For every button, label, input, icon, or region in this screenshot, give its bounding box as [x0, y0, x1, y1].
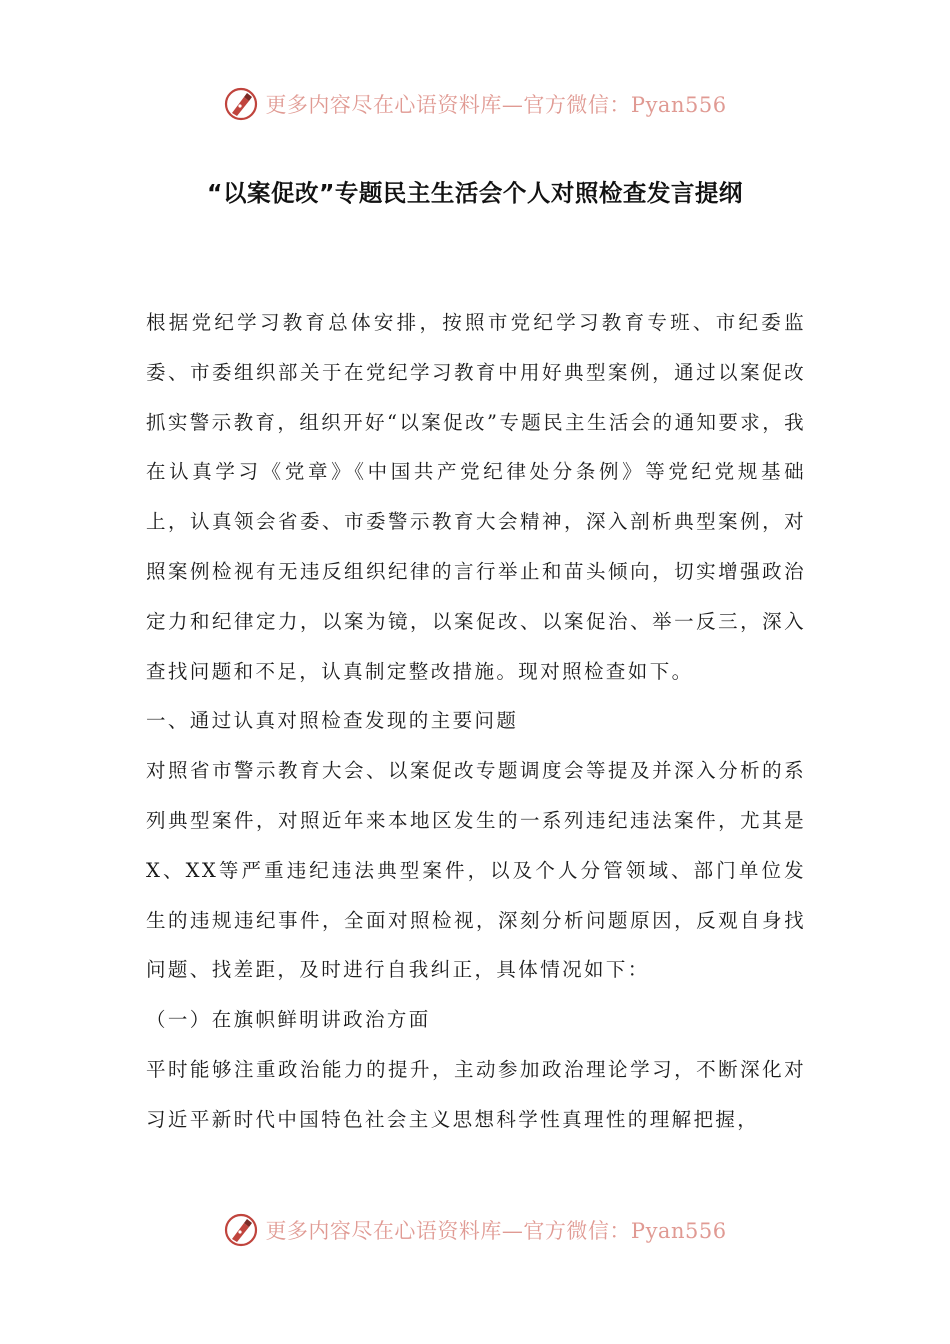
intro-paragraph: 根据党纪学习教育总体安排，按照市党纪学习教育专班、市纪委监委、市委组织部关于在党纪学习教育中用好典型案例，通过以案促改抓实警示教育，组织开好“以案促改”专题民主生活会的通知要求，我在认真学习《党章》《中国共产党纪律处分条例》等党纪党规基础上，认真领会省委、市委警示教育大会精神，深入剖析典型案例，对照案例检视有无违反组织纪律的言行举止和苗头倾向，切实增强政治定力和纪律定力，以案为镜，以案促改、以案促治、举一反三，深入查找问题和不足，认真制定整改措施。现对照检查如下。 [146, 311, 806, 683]
pen-nib-logo-icon [223, 1212, 259, 1248]
pen-nib-logo-icon [223, 86, 259, 122]
section-heading-1: 一、通过认真对照检查发现的主要问题 [146, 709, 519, 733]
watermark-text: 更多内容尽在心语资料库—官方微信：Pyan556 [265, 1219, 727, 1243]
watermark-text: 更多内容尽在心语资料库—官方微信：Pyan556 [265, 93, 727, 117]
watermark-banner-top [0, 84, 950, 124]
subsection-heading-1: （一）在旗帜鲜明讲政治方面 [146, 1008, 431, 1032]
watermark-banner-bottom [0, 1210, 950, 1250]
subsection-paragraph: 平时能够注重政治能力的提升，主动参加政治理论学习，不断深化对习近平新时代中国特色社会主义思想科学性真理性的理解把握， [146, 1057, 806, 1131]
document-body [146, 298, 806, 1145]
document-title: “以案促改”专题民主生活会个人对照检查发言提纲 [207, 179, 743, 207]
section-paragraph: 对照省市警示教育大会、以案促改专题调度会等提及并深入分析的系列典型案件，对照近年来本地区发生的一系列违纪违法案件，尤其是X、XX等严重违纪违法典型案件，以及个人分管领域、部门单位发生的违规违纪事件，全面对照检视，深刻分析问题原因，反观自身找问题、找差距，及时进行自我纠正，具体情况如下： [146, 759, 806, 982]
